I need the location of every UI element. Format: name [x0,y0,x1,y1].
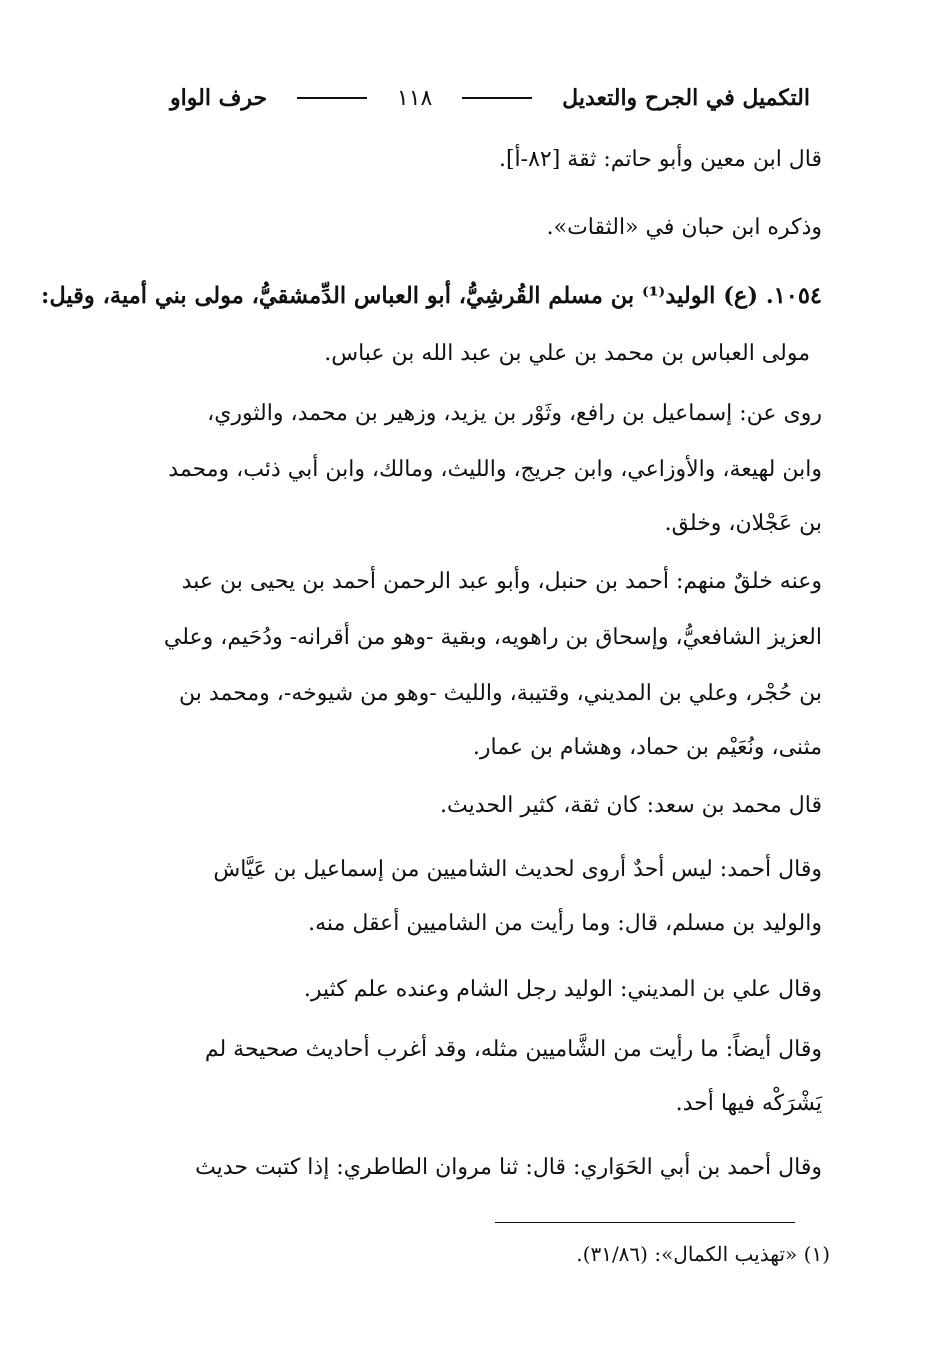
text-line: روى عن: إسماعيل بن رافع، وثَوْر بن يزيد، وزهير بن محمد، والثوري، [207,401,822,426]
footnote: (١) «تهذيب الكمال»: (٣١/٨٦). [576,1242,830,1266]
book-title: التكميل في الجرح والتعديل [562,85,810,111]
running-header [170,78,810,118]
header-dash [297,97,367,99]
entry-heading-continuation: مولى العباس بن محمد بن علي بن عبد الله بن عباس. [324,341,810,366]
header-dash [462,97,532,99]
entry-heading: ١٠٥٤. (ع) الوليد⁽¹⁾ بن مسلم القُرشِيُّ، أبو العباس الدِّمشقيُّ، مولى بني أمية، وقيل: [41,283,822,309]
text-line: قال ابن معين وأبو حاتم: ثقة [٨٢-أ]. [498,147,822,172]
text-line: بن عَجْلان، وخلق. [664,511,822,536]
text-line: يَشْرَكْه فيها أحد. [675,1091,822,1116]
text-line: العزيز الشافعيُّ، وإسحاق بن راهويه، وبقية -وهو من أقرانه- ودُحَيم، وعلي [163,625,822,650]
text-line: قال محمد بن سعد: كان ثقة، كثير الحديث. [440,793,822,818]
text-line: وذكره ابن حبان في «الثقات». [546,215,822,240]
text-line: بن حُجْر، وعلي بن المديني، وقتيبة، والليث -وهو من شيوخه-، ومحمد بن [179,681,822,706]
text-line: مثنى، ونُعَيْم بن حماد، وهشام بن عمار. [472,735,822,760]
text-line: وقال أيضاً: ما رأيت من الشَّاميين مثله، وقد أغرب أحاديث صحيحة لم [204,1037,822,1062]
text-line: وقال أحمد بن أبي الحَوَاري: قال: ثنا مروان الطاطري: إذا كتبت حديث [195,1155,822,1180]
section-title: حرف الواو [170,85,268,111]
footnote-rule [495,1222,795,1223]
text-line: والوليد بن مسلم، قال: وما رأيت من الشاميين أعقل منه. [308,911,822,936]
text-line: وابن لهيعة، والأوزاعي، وابن جريج، والليث، ومالك، وابن أبي ذئب، ومحمد [168,457,822,482]
text-line: وقال أحمد: ليس أحدٌ أروى لحديث الشاميين من إسماعيل بن عَيَّاش [213,857,822,882]
text-line: وقال علي بن المديني: الوليد رجل الشام وعنده علم كثير. [303,977,822,1002]
text-line: وعنه خلقٌ منهم: أحمد بن حنبل، وأبو عبد الرحمن أحمد بن يحيى بن عبد [181,569,822,594]
page-number: ١١٨ [396,85,433,111]
